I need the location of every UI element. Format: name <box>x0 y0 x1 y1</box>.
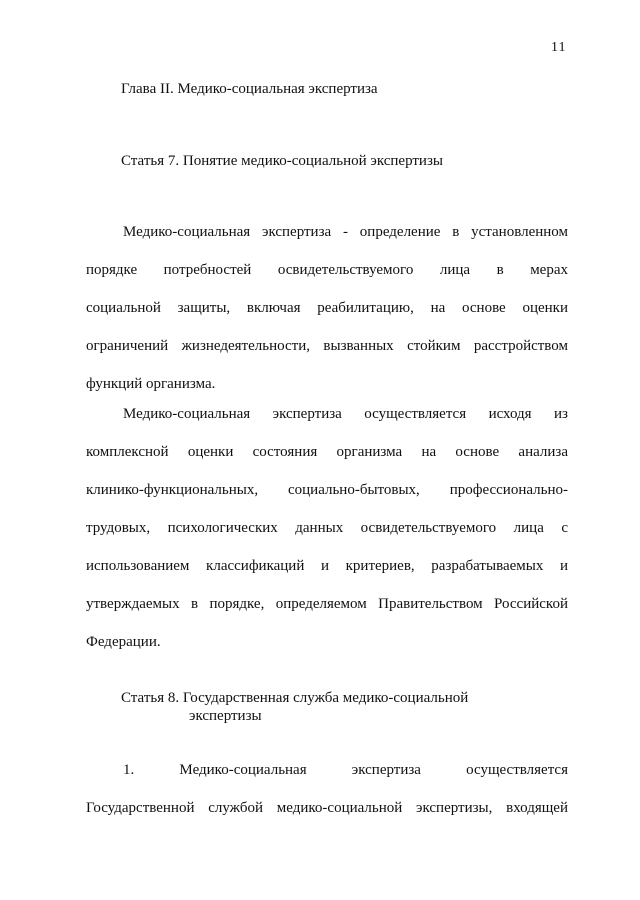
text-line: порядке потребностей освидетельствуемого лица в мерах <box>86 262 568 278</box>
article-8-title-line-1: Статья 8. Государственная служба медико-социальной <box>121 690 469 706</box>
text-line: ограничений жизнедеятельности, вызванных стойким расстройством <box>86 338 568 354</box>
article-8-title-line-2: экспертизы <box>189 708 262 724</box>
article-8-paragraph-1 <box>86 760 568 836</box>
page-number: 11 <box>551 40 567 55</box>
text-line: комплексной оценки состояния организма на основе анализа <box>86 444 568 460</box>
text-line: клинико-функциональных, социально-бытовых, профессионально- <box>86 482 568 498</box>
text-line: утверждаемых в порядке, определяемом Правительством Российской <box>86 596 568 612</box>
text-line: Федерации. <box>86 634 161 650</box>
article-7-title: Статья 7. Понятие медико-социальной экспертизы <box>121 153 443 169</box>
text-line: Медико-социальная экспертиза - определение в установленном <box>123 224 568 240</box>
text-line: 1. Медико-социальная экспертиза осуществляется <box>123 762 568 778</box>
text-line: использованием классификаций и критериев, разрабатываемых и <box>86 558 568 574</box>
text-line: социальной защиты, включая реабилитацию, на основе оценки <box>86 300 568 316</box>
chapter-title: Глава II. Медико-социальная экспертиза <box>121 81 378 97</box>
text-line: трудовых, психологических данных освидетельствуемого лица с <box>86 520 568 536</box>
article-7-paragraph-2 <box>86 404 568 670</box>
article-8-title <box>121 689 468 725</box>
article-7-paragraph-1 <box>86 222 568 412</box>
text-line: функций организма. <box>86 376 216 392</box>
text-line: Медико-социальная экспертиза осуществляется исходя из <box>123 406 568 422</box>
text-line: Государственной службой медико-социальной экспертизы, входящей <box>86 800 568 816</box>
